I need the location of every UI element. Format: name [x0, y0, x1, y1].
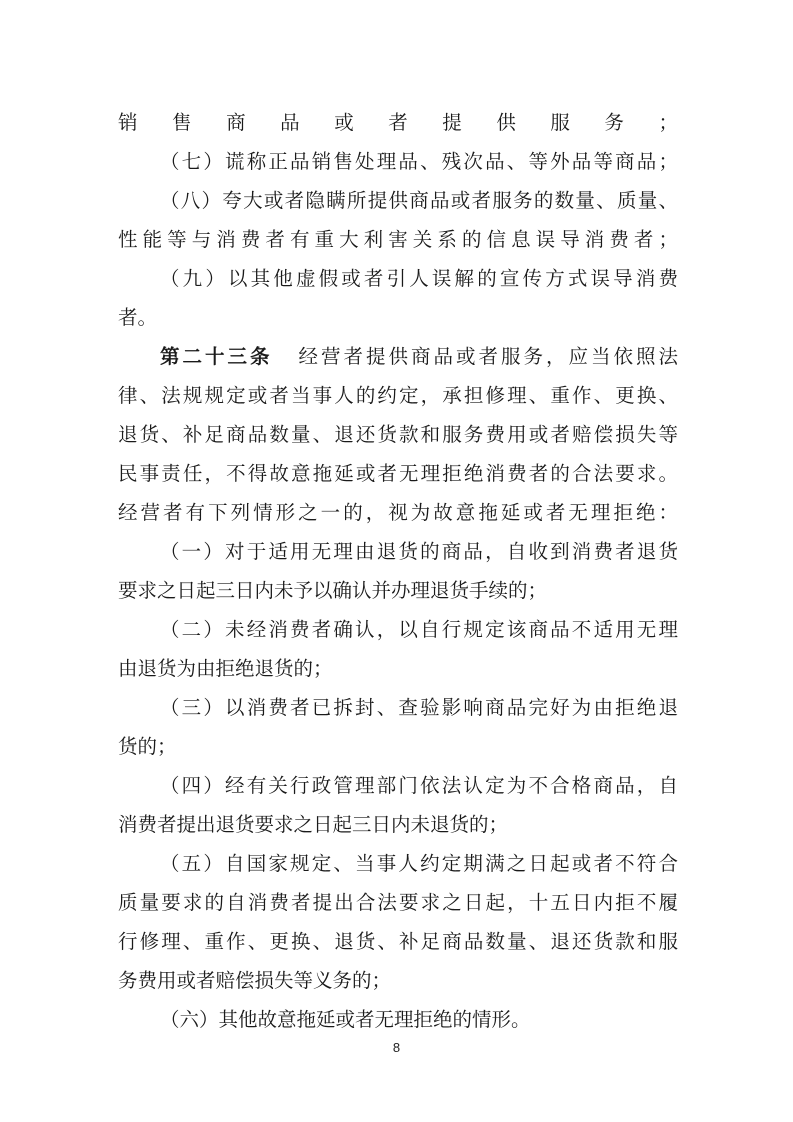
- text-line: 要求之日起三日内未予以确认并办理退货手续的；: [118, 579, 548, 602]
- text-line: 退货、补足商品数量、退还货款和服务费用或者赔偿损失等: [118, 423, 678, 446]
- text-line: 消费者提出退货要求之日起三日内未退货的；: [118, 813, 509, 836]
- text-line: 性能等与消费者有重大利害关系的信息误导消费者；: [118, 228, 678, 251]
- text-line: 律、法规规定或者当事人的约定，承担修理、重作、更换、: [118, 384, 678, 407]
- text-line: （九）以其他虚假或者引人误解的宣传方式误导消费: [160, 267, 678, 290]
- text-line: （八）夸大或者隐瞒所提供商品或者服务的数量、质量、: [160, 189, 678, 212]
- text-line: （三）以消费者已拆封、查验影响商品完好为由拒绝退: [160, 696, 678, 719]
- text-line: （五）自国家规定、当事人约定期满之日起或者不符合: [160, 852, 678, 875]
- text-line: 务费用或者赔偿损失等义务的；: [118, 969, 392, 992]
- text-line: 行修理、重作、更换、退货、补足商品数量、退还货款和服: [118, 930, 678, 953]
- text-line: 经营者提供商品或者服务，应当依照法: [298, 345, 678, 368]
- text-line: （一）对于适用无理由退货的商品，自收到消费者退货: [160, 540, 678, 563]
- text-line: 者。: [118, 306, 158, 329]
- body-text: [118, 103, 678, 1039]
- page-number: 8: [392, 1040, 401, 1055]
- text-line: 经营者有下列情形之一的，视为故意拖延或者无理拒绝：: [118, 501, 678, 524]
- text-line: （六）其他故意拖延或者无理拒绝的情形。: [160, 1008, 531, 1031]
- text-line: 质量要求的自消费者提出合法要求之日起，十五日内拒不履: [118, 891, 678, 914]
- text-line: 由退货为由拒绝退货的；: [118, 657, 333, 680]
- article-line: [118, 337, 678, 376]
- text-line: 销售商品或者提供服务；: [118, 111, 678, 134]
- text-line: 民事责任，不得故意拖延或者无理拒绝消费者的合法要求。: [118, 462, 678, 485]
- text-line: （二）未经消费者确认，以自行规定该商品不适用无理: [160, 618, 678, 641]
- text-line: 货的；: [118, 735, 177, 758]
- text-line: （七）谎称正品销售处理品、残次品、等外品等商品；: [160, 150, 678, 173]
- article-heading: 第二十三条: [160, 345, 273, 368]
- text-line: （四）经有关行政管理部门依法认定为不合格商品，自: [160, 774, 678, 797]
